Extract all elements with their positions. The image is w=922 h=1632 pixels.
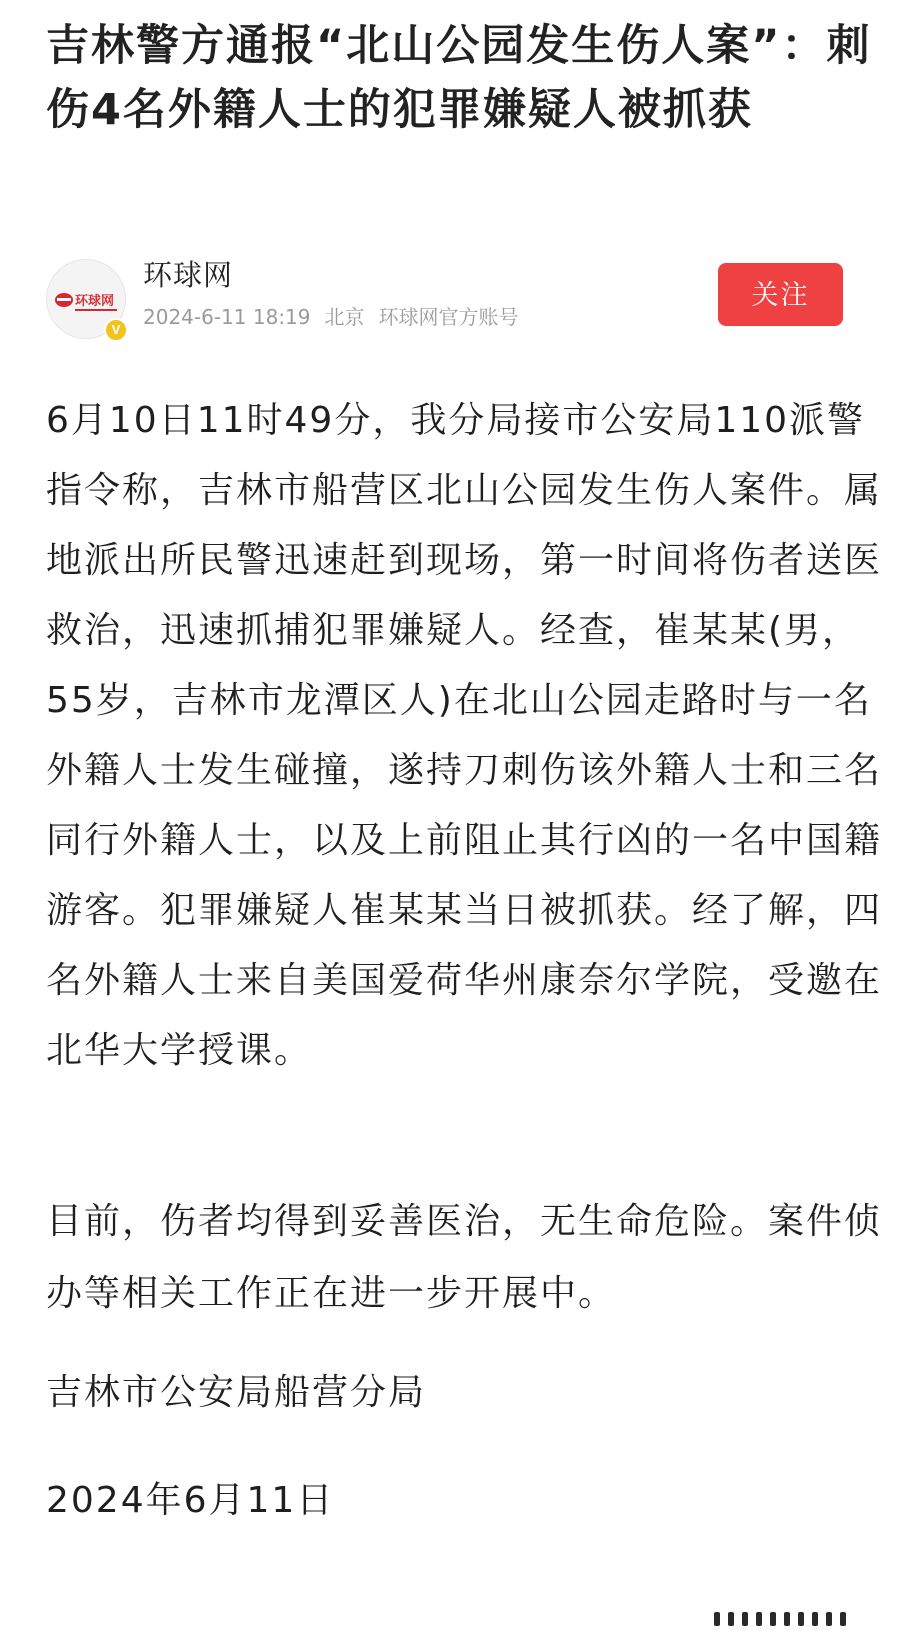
author-meta xyxy=(143,303,533,331)
home-indicator xyxy=(714,1611,864,1625)
author-name[interactable]: 环球网 xyxy=(143,258,234,292)
account-type: 环球网官方账号 xyxy=(378,305,519,329)
publish-location: 北京 xyxy=(324,305,365,329)
publish-time: 2024-6-11 18:19 xyxy=(143,305,311,329)
avatar[interactable] xyxy=(46,259,126,339)
article-paragraph: 6月10日11时49分，我分局接市公安局110派警指令称，吉林市船营区北山公园发生伤人案件。属地派出所民警迅速赶到现场，第一时间将伤者送医救治，迅速抓捕犯罪嫌疑人。经查，崔某某(男，55岁，吉林市龙潭区人)在北山公园走路时与一名外籍人士发生碰撞，遂持刀刺伤该外籍人士和三名同行外籍人士，以及上前阻止其行凶的一名中国籍游客。犯罪嫌疑人崔某某当日被抓获。经了解，四名外籍人士来自美国爱荷华州康奈尔学院，受邀在北华大学授课。 xyxy=(46,400,883,1071)
avatar-logo-text: 环球网 xyxy=(75,294,115,309)
author-bar xyxy=(46,255,876,345)
article-paragraph: 目前，伤者均得到妥善医治，无生命危险。案件侦办等相关工作正在进一步开展中。 xyxy=(46,1201,883,1314)
article-signature: 吉林市公安局船营分局 xyxy=(46,1372,427,1413)
article-title: 吉林警方通报“北山公园发生伤人案”：刺伤4名外籍人士的犯罪嫌疑人被抓获 xyxy=(46,21,872,135)
article-date: 2024年6月11日 xyxy=(46,1480,335,1521)
huanqiu-logo-icon xyxy=(53,285,121,315)
verified-badge-icon: V xyxy=(104,318,128,342)
follow-button[interactable]: 关注 xyxy=(718,263,843,326)
